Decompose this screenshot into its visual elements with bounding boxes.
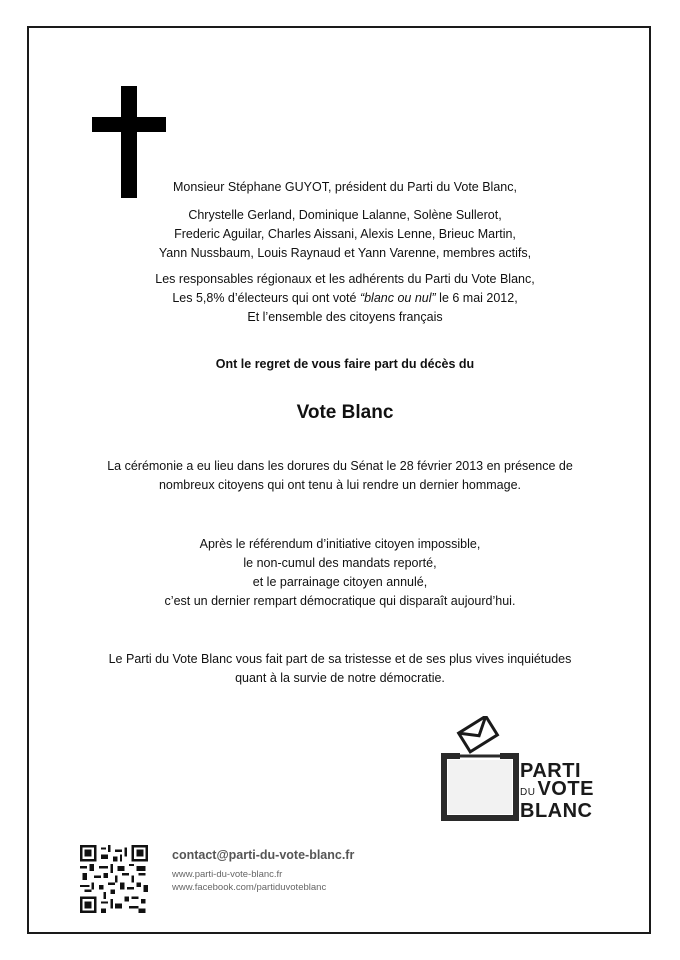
logo-line-parti: PARTI	[520, 760, 582, 782]
announcement: Ont le regret de vous faire part du décès du	[215, 357, 475, 371]
sender-line: Monsieur Stéphane GUYOT, président du Parti du Vote Blanc,	[173, 180, 517, 194]
reasons-line: et le parrainage citoyen annulé,	[252, 575, 428, 589]
contact-email[interactable]: contact@parti-du-vote-blanc.fr	[172, 848, 355, 862]
logo-wordmark	[520, 762, 594, 820]
ceremony-line: La cérémonie a eu lieu dans les dorures du Sénat le 28 février 2013 en présence de	[107, 459, 573, 473]
members-line: Frederic Aguilar, Charles Aissani, Alexis Lenne, Brieuc Martin,	[174, 227, 516, 241]
reasons-line: Après le référendum d’initiative citoyen impossible,	[199, 537, 481, 551]
qr-code-icon	[80, 845, 148, 913]
reasons-line: le non-cumul des mandats reporté,	[243, 556, 437, 570]
group-line-2: Les 5,8% d’électeurs qui ont voté “blanc ou nul” le 6 mai 2012,	[172, 291, 518, 305]
deceased-title: Vote Blanc	[296, 402, 394, 423]
logo-line-du: DU	[520, 787, 536, 798]
reasons-line: c’est un dernier rempart démocratique qui disparaît aujourd’hui.	[164, 594, 516, 608]
website-link[interactable]: www.parti-du-vote-blanc.fr	[172, 869, 283, 880]
members-line: Yann Nussbaum, Louis Raynaud et Yann Varenne, membres actifs,	[158, 246, 532, 260]
logo-line-vote: VOTE	[537, 778, 594, 800]
facebook-link[interactable]: www.facebook.com/partiduvoteblanc	[172, 882, 327, 893]
ceremony-line: nombreux citoyens qui ont tenu à lui rendre un dernier hommage.	[158, 478, 522, 492]
group-line: Les responsables régionaux et les adhérents du Parti du Vote Blanc,	[155, 272, 535, 286]
closing-line: Le Parti du Vote Blanc vous fait part de sa tristesse et de ses plus vives inquiétudes	[108, 652, 572, 666]
logo-line-blanc: BLANC	[520, 800, 593, 822]
group-line: Et l’ensemble des citoyens français	[247, 310, 443, 324]
members-line: Chrystelle Gerland, Dominique Lalanne, Solène Sullerot,	[188, 208, 502, 222]
closing-line: quant à la survie de notre démocratie.	[235, 671, 445, 685]
